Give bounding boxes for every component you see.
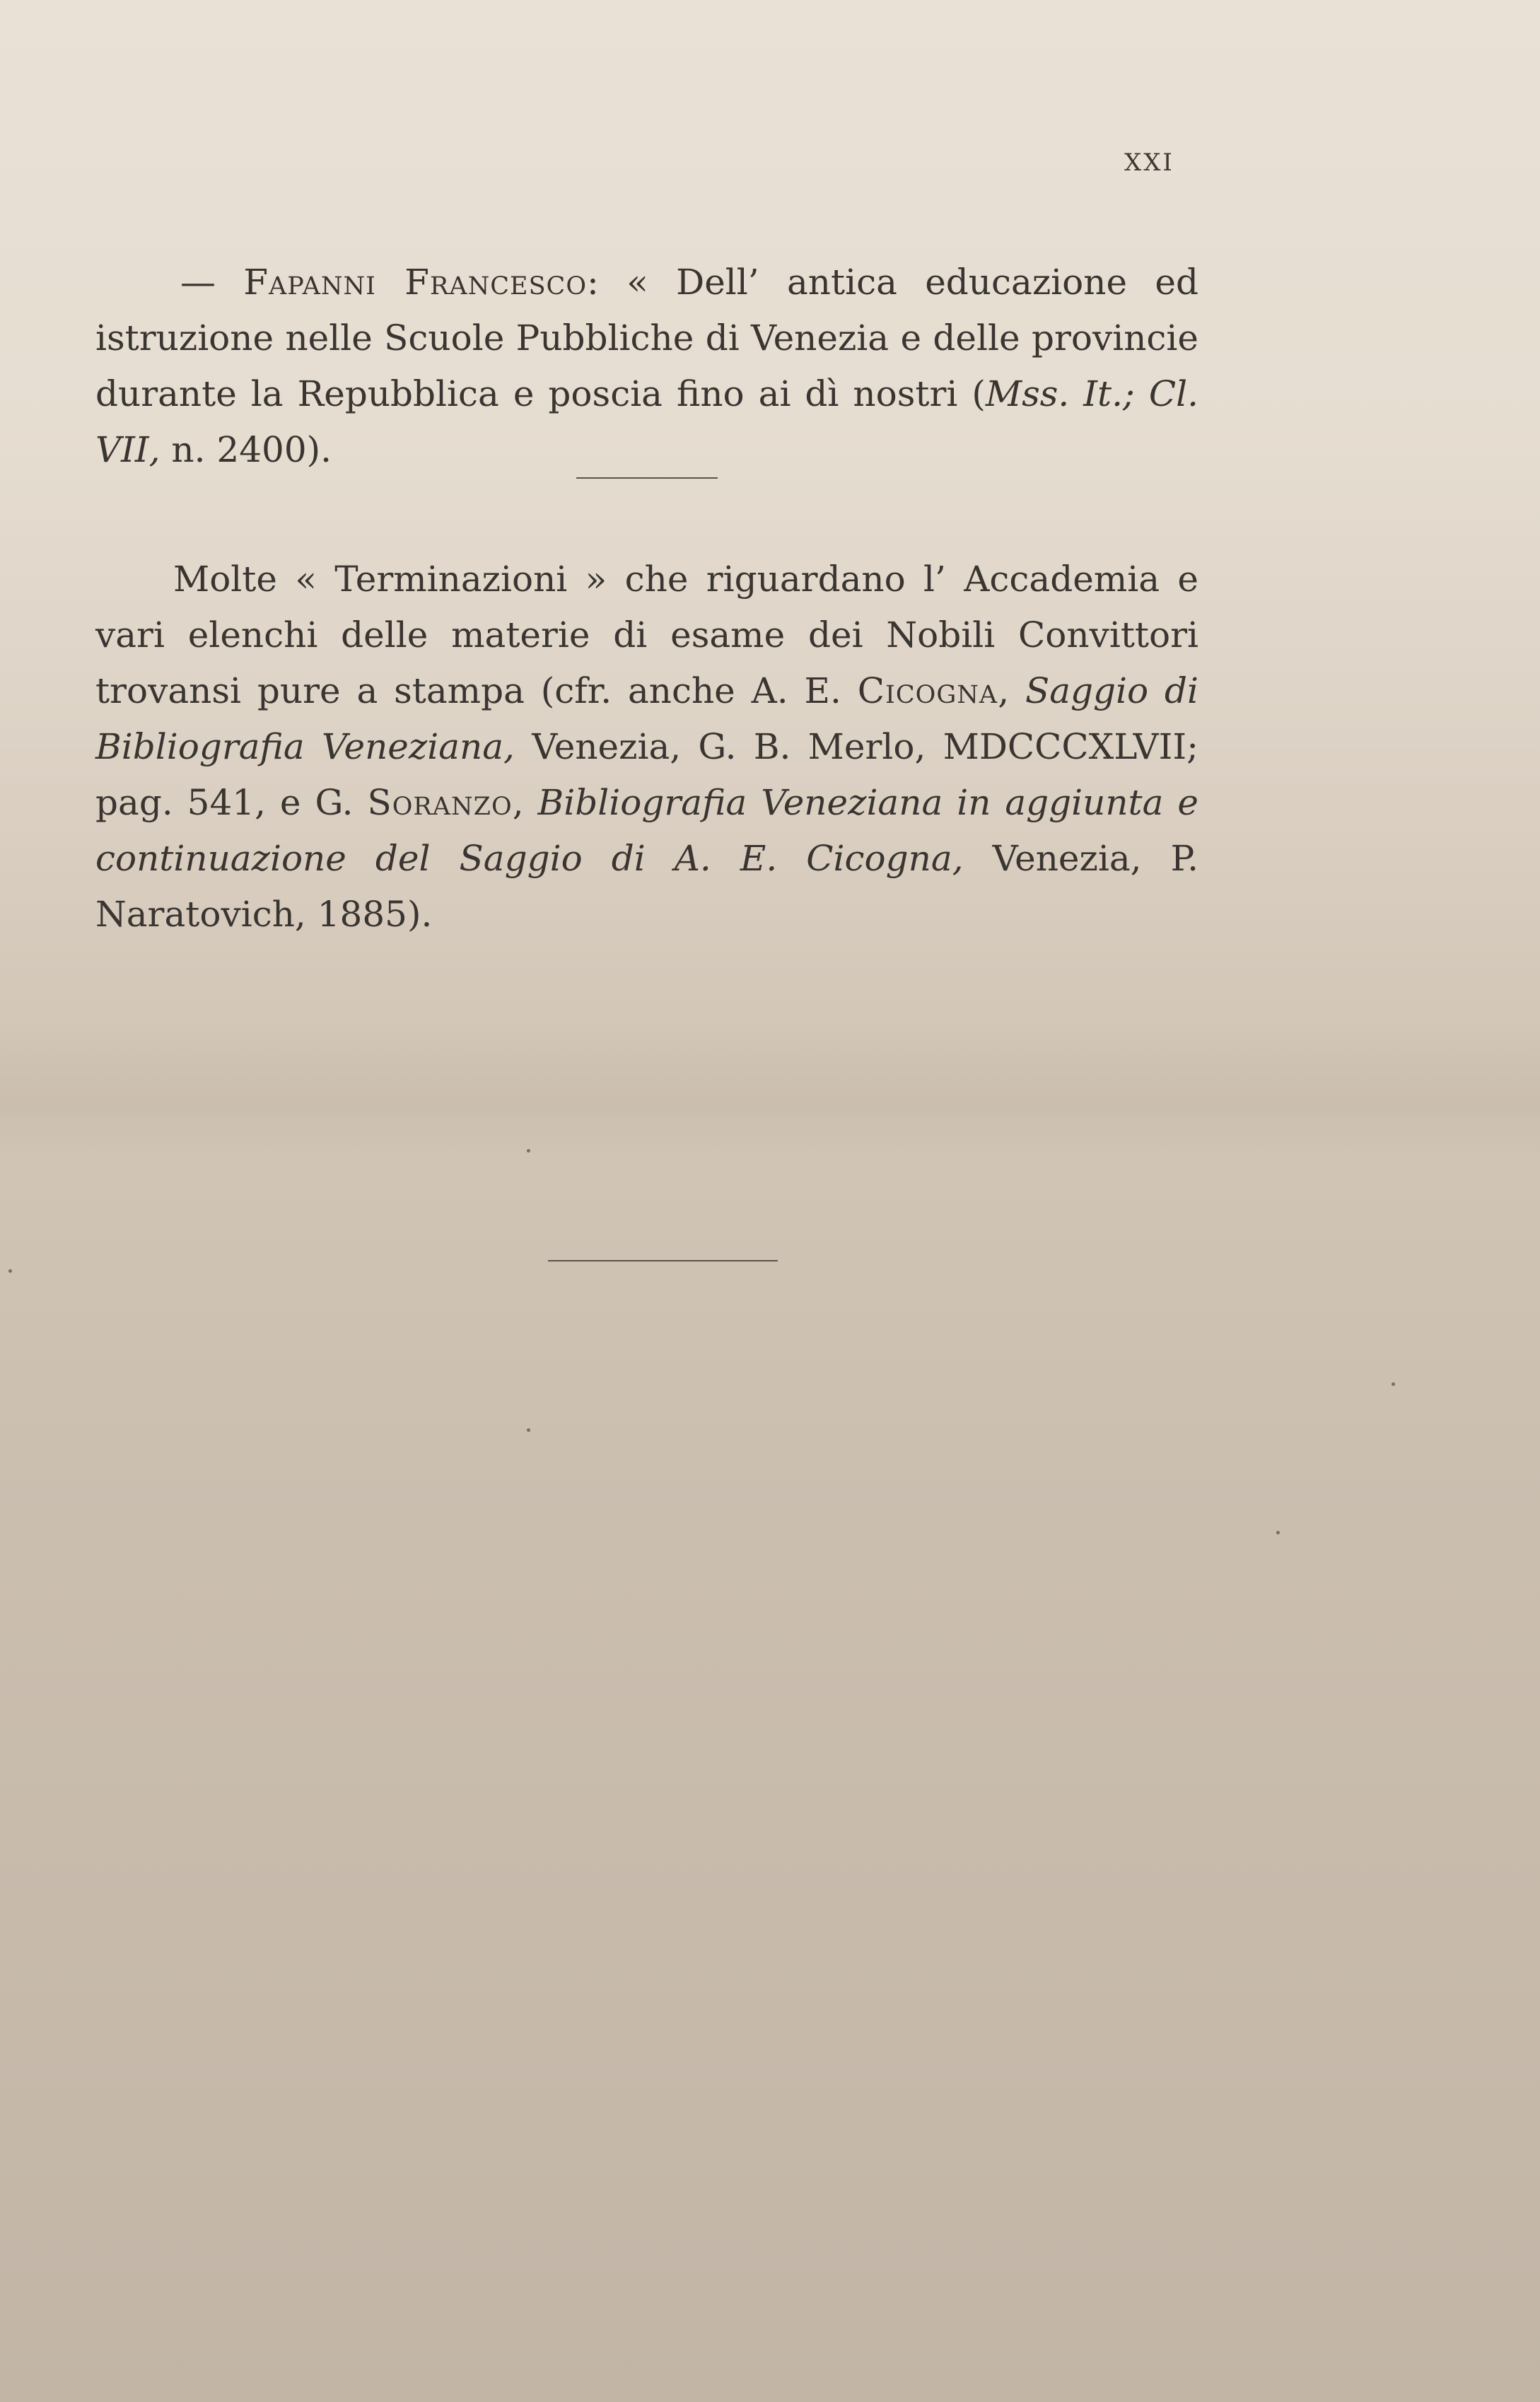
paper-speck — [527, 1428, 530, 1432]
paper-speck — [527, 1149, 530, 1153]
paper-speck — [8, 1269, 12, 1273]
entry-author: Fapanni Francesco — [243, 262, 588, 303]
note-title-bibliografia: Bibliografia Veneziana in aggiunta e continuazione del Saggio di A. E. Cicogna, — [95, 782, 1198, 879]
note-part1: Molte « Terminazioni » che riguardano l’ Accademia e vari elenchi delle materie di esame dei Nobili Convittori trovansi pure a stampa (cfr. anche A. E. — [95, 559, 1198, 711]
entry-citation: Mss. It.; Cl. VII, — [95, 373, 1198, 470]
note-author-cicogna: Cicogna — [857, 670, 998, 711]
note-author-soranzo: Soranzo — [367, 782, 513, 823]
section-divider — [576, 477, 718, 479]
page-number: XXI — [1124, 148, 1174, 177]
paper-speck — [1276, 1531, 1280, 1534]
entry-dash: — — [180, 262, 244, 303]
note-pub1: Venezia, G. B. Merlo, MDCCCXLVII; pag. 541, e G. — [95, 726, 1198, 823]
note-sep1: , — [998, 670, 1025, 711]
note-title-saggio: Saggio di Bibliografia Veneziana, — [95, 670, 1198, 767]
page-fold-shadow — [0, 1018, 1540, 1160]
entry-text: « Dell’ antica educazione ed istruzione nelle Scuole Pubbliche di Venezia e delle provincie durante la Repubblica e poscia fino ai dì nostri ( — [95, 262, 1198, 414]
note-paragraph — [95, 552, 1198, 943]
entry-colon: : — [587, 262, 627, 303]
end-divider — [548, 1260, 778, 1261]
bibliography-entry — [95, 255, 1198, 478]
note-pub2: Venezia, P. Naratovich, 1885). — [95, 838, 1198, 935]
note-sep2: , — [512, 782, 538, 823]
entry-end: n. 2400). — [160, 429, 332, 470]
paper-speck — [1392, 1382, 1395, 1386]
